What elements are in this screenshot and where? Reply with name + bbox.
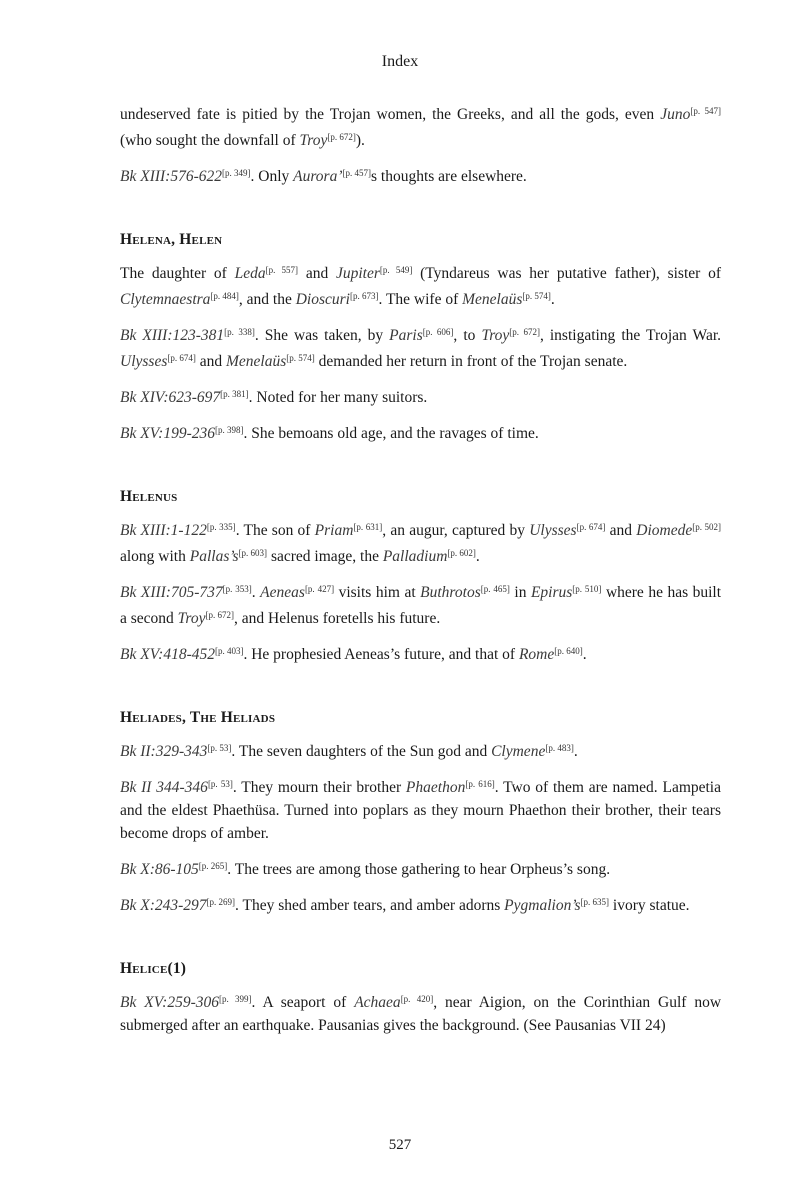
- cross-reference: Phaethon: [405, 779, 466, 796]
- cross-reference: Achaea: [354, 994, 401, 1011]
- cross-reference: Bk XIII:1-122: [120, 522, 207, 539]
- page-reference: [p. 557]: [265, 265, 299, 275]
- cross-reference: Palladium: [382, 548, 448, 565]
- cross-reference: Bk X:243-297: [120, 897, 207, 914]
- cross-reference: Menelaüs: [462, 291, 523, 308]
- cross-reference: Bk XIII:123-381: [120, 327, 225, 344]
- page-reference: [p. 602]: [447, 548, 476, 558]
- body-text: . He prophesied Aeneas’s future, and that of: [243, 646, 519, 663]
- cross-reference: Paris: [389, 327, 423, 344]
- page-reference: [p. 672]: [327, 132, 356, 142]
- entry-paragraph: [120, 321, 721, 373]
- entry-heliades: [120, 707, 721, 917]
- page-reference: [p. 640]: [554, 646, 583, 656]
- index-body: [120, 100, 721, 1047]
- cross-reference: Troy: [299, 132, 328, 149]
- body-text: demanded her return in front of the Trojan senate.: [314, 353, 628, 370]
- body-text: . The trees are among those gathering to hear Orpheus’s song.: [227, 861, 611, 878]
- page-reference: [p. 672]: [205, 610, 235, 620]
- entry-paragraph: [120, 988, 721, 1037]
- cross-reference: Bk XIII:705-737: [120, 584, 223, 601]
- entry-paragraph: [120, 855, 721, 881]
- page-reference: [p. 631]: [353, 522, 383, 532]
- cross-reference: Bk II:329-343: [120, 743, 208, 760]
- body-text: , to: [453, 327, 482, 344]
- body-text: (who sought the downfall of: [120, 132, 300, 149]
- page-reference: [p. 673]: [349, 291, 379, 301]
- body-text: , near Aigion, on the Corinthian Gulf now submerged after an earthquake. Pausanias gives the background. (See Pausanias VII 24): [120, 994, 722, 1034]
- body-text: , and the: [238, 291, 296, 308]
- body-text: .: [582, 646, 587, 663]
- entry-paragraph: [120, 259, 721, 311]
- page-reference: [p. 349]: [222, 168, 251, 178]
- cross-reference: Pallas’s: [189, 548, 239, 565]
- page-reference: [p. 606]: [422, 327, 454, 337]
- page-reference: [p. 574]: [522, 291, 551, 301]
- body-text: , instigating the Trojan War.: [539, 327, 722, 344]
- entry-paragraph: [120, 891, 721, 917]
- cross-reference: Bk XIII:576-622: [120, 168, 222, 185]
- page-reference: [p. 381]: [220, 389, 249, 399]
- body-text: in: [509, 584, 531, 601]
- cross-reference: Bk X:86-105: [120, 861, 199, 878]
- body-text: . She was taken, by: [254, 327, 390, 344]
- body-text: The daughter of: [120, 265, 235, 282]
- page-reference: [p. 674]: [167, 353, 196, 363]
- page-reference: [p. 269]: [206, 897, 236, 907]
- body-text: and: [195, 353, 226, 370]
- cross-reference: Clytemnaestra: [120, 291, 211, 308]
- cross-reference: Rome: [518, 646, 555, 663]
- page-number: 527: [388, 1137, 412, 1153]
- cross-reference: Dioscuri: [295, 291, 350, 308]
- page-reference: [p. 265]: [198, 861, 228, 871]
- cross-reference: Leda: [234, 265, 266, 282]
- running-head: Index: [381, 53, 419, 70]
- body-text: , an augur, captured by: [382, 522, 530, 539]
- body-text: . Noted for her many suitors.: [248, 389, 428, 406]
- body-text: . A seaport of: [251, 994, 355, 1011]
- intro-paragraph: [120, 162, 721, 188]
- body-text: s thoughts are elsewhere.: [371, 168, 527, 185]
- body-text: ).: [355, 132, 365, 149]
- page-reference: [p. 53]: [207, 743, 232, 753]
- body-text: , and Helenus foretells his future.: [234, 610, 441, 627]
- body-text: visits him at: [334, 584, 421, 601]
- body-text: . They shed amber tears, and amber adorns: [235, 897, 505, 914]
- page-reference: [p. 574]: [286, 353, 315, 363]
- body-text: and: [605, 522, 637, 539]
- page-reference: [p. 399]: [219, 994, 252, 1004]
- body-text: undeserved fate is pitied by the Trojan women, the Greeks, and all the gods, even: [120, 106, 661, 123]
- entry-paragraph: [120, 516, 721, 568]
- cross-reference: Bk XV:259-306: [120, 994, 220, 1011]
- cross-reference: Aeneas: [260, 584, 305, 601]
- body-text: . They mourn their brother: [232, 779, 406, 796]
- page-reference: [p. 457]: [342, 168, 371, 178]
- page-reference: [p. 335]: [206, 522, 236, 532]
- body-text: .: [251, 584, 261, 601]
- entry-heading: Helenus: [120, 488, 178, 505]
- entry-paragraph: [120, 578, 721, 630]
- cross-reference: Troy: [481, 327, 510, 344]
- cross-reference: Bk XIV:623-697: [120, 389, 221, 406]
- page-reference: [p. 353]: [222, 584, 252, 594]
- page-reference: [p. 483]: [545, 743, 574, 753]
- cross-reference: Aurora’: [293, 168, 343, 185]
- body-text: sacred image, the: [267, 548, 383, 565]
- cross-reference: Menelaüs: [226, 353, 287, 370]
- page-reference: [p. 427]: [304, 584, 335, 594]
- page-reference: [p. 338]: [224, 327, 255, 337]
- body-text: where he has built a second: [120, 584, 722, 627]
- page-reference: [p. 484]: [210, 291, 239, 301]
- entry-helenus: [120, 486, 721, 666]
- entry-paragraph: [120, 773, 721, 845]
- entry-heading: Heliades, The Heliads: [120, 709, 276, 726]
- body-text: . Two of them are named. Lampetia and the eldest Phaethüsa. Turned into poplars as they mourn Phaethon their brother, their tears become drops of amber.: [120, 779, 721, 842]
- entry-heading: Helice(1): [120, 960, 187, 977]
- cross-reference: Jupiter: [336, 265, 380, 282]
- page-reference: [p. 603]: [238, 548, 268, 558]
- cross-reference: Bk XV:199-236: [120, 425, 215, 442]
- cross-reference: Epirus: [530, 584, 573, 601]
- entry-helice: [120, 958, 721, 1037]
- page-reference: [p. 616]: [465, 779, 495, 789]
- body-text: along with: [120, 548, 190, 565]
- page-reference: [p. 403]: [214, 646, 244, 656]
- body-text: . The wife of: [378, 291, 463, 308]
- body-text: . The son of: [235, 522, 315, 539]
- body-text: .: [475, 548, 480, 565]
- entry-helena: [120, 229, 721, 445]
- entry-paragraph: [120, 640, 721, 666]
- page-reference: [p. 674]: [576, 522, 606, 532]
- entry-paragraph: [120, 419, 721, 445]
- body-text: ivory statue.: [609, 897, 690, 914]
- entry-paragraph: [120, 737, 721, 763]
- body-text: .: [573, 743, 578, 760]
- page-reference: [p. 53]: [207, 779, 233, 789]
- body-text: and: [298, 265, 336, 282]
- page-reference: [p. 502]: [692, 522, 722, 532]
- body-text: . Only: [250, 168, 294, 185]
- cross-reference: Bk XV:418-452: [120, 646, 215, 663]
- page-reference: [p. 420]: [400, 994, 434, 1004]
- intro-block: [120, 100, 721, 188]
- page-reference: [p. 549]: [379, 265, 413, 275]
- page-reference: [p. 635]: [580, 897, 610, 907]
- cross-reference: Ulysses: [529, 522, 577, 539]
- cross-reference: Priam: [314, 522, 354, 539]
- page-reference: [p. 510]: [572, 584, 602, 594]
- cross-reference: Buthrotos: [420, 584, 481, 601]
- intro-paragraph: [120, 100, 721, 152]
- cross-reference: Diomede: [636, 522, 693, 539]
- page-reference: [p. 672]: [509, 327, 540, 337]
- cross-reference: Clymene: [491, 743, 546, 760]
- entry-heading: Helena, Helen: [120, 231, 223, 248]
- page-reference: [p. 547]: [690, 106, 722, 116]
- cross-reference: Juno: [660, 106, 691, 123]
- body-text: . She bemoans old age, and the ravages of time.: [243, 425, 539, 442]
- cross-reference: Ulysses: [120, 353, 168, 370]
- body-text: (Tyndareus was her putative father), sister of: [412, 265, 721, 282]
- cross-reference: Troy: [177, 610, 206, 627]
- body-text: . The seven daughters of the Sun god and: [231, 743, 492, 760]
- page-reference: [p. 465]: [480, 584, 510, 594]
- cross-reference: Bk II 344-346: [120, 779, 208, 796]
- entry-paragraph: [120, 383, 721, 409]
- page-reference: [p. 398]: [214, 425, 244, 435]
- body-text: .: [550, 291, 555, 308]
- cross-reference: Pygmalion’s: [504, 897, 581, 914]
